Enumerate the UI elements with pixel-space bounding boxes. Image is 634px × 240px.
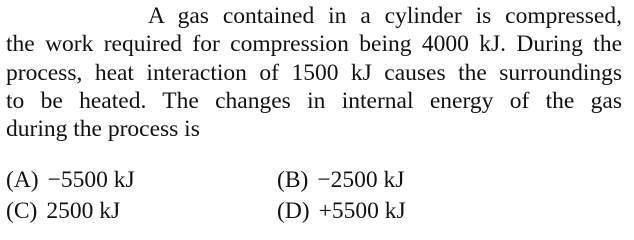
question-line: to be heated. The changes in internal energy of the gas — [6, 87, 622, 114]
option-d[interactable] — [277, 196, 406, 226]
option-d-letter: (D) — [277, 198, 310, 224]
question-line: A gas contained in a cylinder is compressed, — [148, 3, 622, 29]
option-d-text: +5500 kJ — [318, 198, 406, 224]
option-b-letter: (B) — [277, 167, 309, 193]
option-a-letter: (A) — [6, 167, 39, 193]
option-b[interactable] — [277, 165, 404, 195]
option-a-text: −5500 kJ — [47, 167, 135, 193]
option-c[interactable] — [6, 196, 120, 226]
option-a[interactable] — [6, 165, 135, 195]
question-line: process, heat interaction of 1500 kJ causes the surroundings — [6, 59, 622, 86]
option-c-text: 2500 kJ — [46, 198, 121, 224]
question-text — [6, 2, 622, 143]
option-b-text: −2500 kJ — [317, 167, 405, 193]
option-c-letter: (C) — [6, 198, 38, 224]
question-line: the work required for compression being 4000 kJ. During the — [6, 31, 622, 58]
question-line: during the process is — [6, 116, 200, 143]
